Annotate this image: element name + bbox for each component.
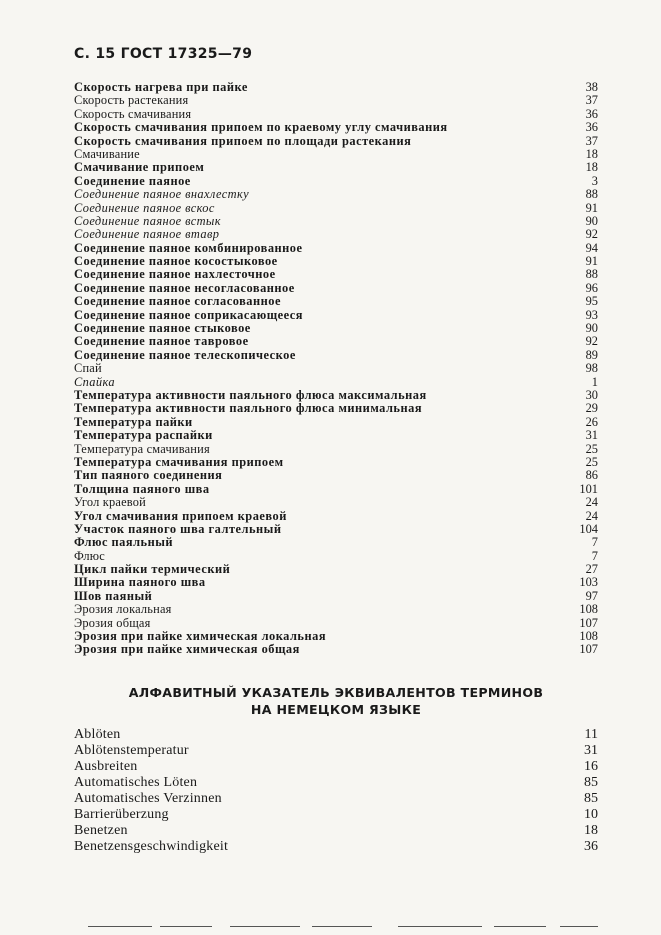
index-entry — [74, 108, 598, 121]
index-term: Ablöten — [74, 727, 121, 742]
index-page-number: 104 — [579, 521, 598, 536]
index-page-number: 107 — [579, 642, 598, 657]
index-entry — [74, 469, 598, 482]
index-term: Соединение паяное соприкасающееся — [74, 307, 304, 322]
index-page-number: 93 — [585, 307, 598, 322]
index-page-number: 90 — [585, 213, 598, 228]
index-entry — [74, 643, 598, 656]
index-entry — [74, 335, 598, 348]
index-term: Смачивание — [74, 146, 140, 161]
index-term: Флюс — [74, 548, 105, 563]
footer-rule — [312, 926, 372, 927]
index-entry — [74, 443, 598, 456]
index-term: Эрозия локальная — [74, 602, 172, 617]
index-term: Эрозия при пайке химическая общая — [74, 642, 300, 657]
index-term: Соединение паяное нахлесточное — [74, 267, 276, 282]
index-term: Смачивание припоем — [74, 160, 205, 175]
index-page-number: 38 — [585, 80, 598, 94]
index-page-number: 24 — [585, 508, 598, 523]
index-page-number: 107 — [579, 615, 598, 630]
footer-rule — [494, 926, 546, 927]
index-entry — [74, 282, 598, 295]
index-term: Тип паяного соединения — [74, 468, 223, 483]
index-page-number: 25 — [585, 441, 598, 456]
index-entry — [74, 759, 598, 775]
index-term: Флюс паяльный — [74, 535, 174, 550]
index-term: Соединение паяное согласованное — [74, 294, 281, 309]
index-entry — [74, 148, 598, 161]
index-entry — [74, 135, 598, 148]
index-term: Скорость смачивания припоем по краевому углу смачивания — [74, 120, 448, 135]
index-term: Угол смачивания припоем краевой — [74, 508, 287, 523]
index-page-number: 89 — [585, 347, 598, 362]
index-entry — [74, 727, 598, 743]
index-page-number: 108 — [579, 629, 598, 644]
index-page-number: 37 — [585, 133, 598, 148]
index-term: Угол краевой — [74, 495, 146, 510]
index-page-number: 10 — [584, 807, 598, 822]
index-entry — [74, 376, 598, 389]
index-page-number: 98 — [585, 361, 598, 376]
index-term: Соединение паяное втавр — [74, 227, 220, 242]
index-entry — [74, 175, 598, 188]
index-page-number: 18 — [584, 823, 598, 838]
index-page-number: 7 — [591, 535, 598, 550]
index-page-number: 3 — [591, 173, 598, 188]
index-term: Температура распайки — [74, 428, 213, 443]
index-page-number: 24 — [585, 495, 598, 510]
index-term: Шов паяный — [74, 588, 153, 603]
index-entry — [74, 362, 598, 375]
index-term: Ablötenstemperatur — [74, 743, 189, 758]
index-entry — [74, 309, 598, 322]
index-entry — [74, 550, 598, 563]
index-term: Участок паяного шва галтельный — [74, 521, 282, 536]
index-page-number: 31 — [584, 743, 598, 758]
index-term: Соединение паяное косостыковое — [74, 254, 278, 269]
index-page-number: 16 — [584, 759, 598, 774]
index-entry — [74, 429, 598, 442]
index-entry — [74, 402, 598, 415]
index-term: Соединение паяное тавровое — [74, 334, 249, 349]
index-entry — [74, 496, 598, 509]
index-entry — [74, 416, 598, 429]
index-term: Ausbreiten — [74, 759, 138, 774]
index-entry — [74, 617, 598, 630]
index-term: Соединение паяное комбинированное — [74, 240, 303, 255]
index-entry — [74, 161, 598, 174]
index-entry — [74, 603, 598, 616]
index-entry — [74, 576, 598, 589]
index-page-number: 26 — [585, 414, 598, 429]
index-term: Automatisches Löten — [74, 775, 198, 790]
index-term: Соединение паяное внахлестку — [74, 187, 250, 202]
index-page-number: 36 — [584, 839, 598, 854]
index-page-number: 18 — [585, 160, 598, 175]
index-term: Температура активности паяльного флюса максимальная — [74, 387, 427, 402]
index-page-number: 95 — [585, 294, 598, 309]
index-page-number: 91 — [585, 200, 598, 215]
index-entry — [74, 563, 598, 576]
index-page-number: 30 — [585, 387, 598, 402]
index-entry — [74, 94, 598, 107]
footer-rule — [230, 926, 300, 927]
index-term: Automatisches Verzinnen — [74, 791, 222, 806]
index-entry — [74, 791, 598, 807]
index-entry — [74, 630, 598, 643]
index-term: Benetzensgeschwindigkeit — [74, 839, 229, 854]
footer-rule — [560, 926, 598, 927]
index-page-number: 97 — [585, 588, 598, 603]
index-term: Температура активности паяльного флюса минимальная — [74, 401, 423, 416]
index-term: Соединение паяное — [74, 173, 191, 188]
index-page-number: 18 — [585, 146, 598, 161]
index-entry — [74, 349, 598, 362]
index-term: Температура смачивания — [74, 441, 210, 456]
index-entry — [74, 743, 598, 759]
index-page-number: 36 — [585, 106, 598, 121]
index-entry — [74, 255, 598, 268]
index-entry — [74, 523, 598, 536]
index-page-number: 103 — [579, 575, 598, 590]
index-page-number: 92 — [585, 227, 598, 242]
index-page-number: 88 — [585, 187, 598, 202]
index-entry — [74, 510, 598, 523]
index-term: Толщина паяного шва — [74, 481, 210, 496]
index-term: Соединение паяное стыковое — [74, 321, 251, 336]
footer-rule — [160, 926, 212, 927]
index-page-number: 27 — [585, 562, 598, 577]
index-page-number: 11 — [584, 727, 598, 742]
index-entry — [74, 242, 598, 255]
index-entry — [74, 823, 598, 839]
index-entry — [74, 536, 598, 549]
index-entry — [74, 202, 598, 215]
page-header: С. 15 ГОСТ 17325—79 — [74, 46, 253, 62]
index-entry — [74, 268, 598, 281]
russian-term-index — [74, 81, 598, 657]
index-term: Barrierüberzung — [74, 807, 169, 822]
index-entry — [74, 228, 598, 241]
index-page-number: 94 — [585, 240, 598, 255]
index-term: Эрозия общая — [74, 615, 151, 630]
index-term: Спай — [74, 361, 102, 376]
index-term: Соединение паяное телескопическое — [74, 347, 296, 362]
index-term: Температура пайки — [74, 414, 193, 429]
index-page-number: 1 — [591, 374, 598, 389]
footer-rule — [88, 926, 152, 927]
index-term: Температура смачивания припоем — [74, 454, 284, 469]
index-entry — [74, 81, 598, 94]
index-page-number: 25 — [585, 454, 598, 469]
index-entry — [74, 775, 598, 791]
index-term: Скорость растекания — [74, 93, 189, 108]
index-term: Цикл пайки термический — [74, 562, 231, 577]
index-page-number: 92 — [585, 334, 598, 349]
index-page-number: 96 — [585, 280, 598, 295]
index-entry — [74, 389, 598, 402]
index-page-number: 29 — [585, 401, 598, 416]
index-page-number: 86 — [585, 468, 598, 483]
index-page-number: 101 — [579, 481, 598, 496]
index-page-number: 91 — [585, 254, 598, 269]
index-page-number: 7 — [591, 548, 598, 563]
index-term: Соединение паяное встык — [74, 213, 221, 228]
german-term-index — [74, 727, 598, 855]
index-term: Скорость нагрева при пайке — [74, 80, 248, 94]
index-page-number: 85 — [584, 791, 598, 806]
index-page-number: 88 — [585, 267, 598, 282]
section-heading-line-1: АЛФАВИТНЫЙ УКАЗАТЕЛЬ ЭКВИВАЛЕНТОВ ТЕРМИНОВ — [128, 685, 544, 700]
index-page-number: 31 — [585, 428, 598, 443]
index-term: Эрозия при пайке химическая локальная — [74, 629, 327, 644]
footer-rule — [398, 926, 482, 927]
index-entry — [74, 188, 598, 201]
index-page-number: 37 — [585, 93, 598, 108]
section-heading-line-2: НА НЕМЕЦКОМ ЯЗЫКЕ — [250, 702, 422, 717]
index-entry — [74, 322, 598, 335]
index-entry — [74, 839, 598, 855]
index-page-number: 36 — [585, 120, 598, 135]
index-entry — [74, 295, 598, 308]
index-entry — [74, 807, 598, 823]
index-page-number: 90 — [585, 321, 598, 336]
index-term: Ширина паяного шва — [74, 575, 206, 590]
index-entry — [74, 215, 598, 228]
index-page-number: 85 — [584, 775, 598, 790]
index-term: Скорость смачивания припоем по площади растекания — [74, 133, 412, 148]
index-term: Соединение паяное несогласованное — [74, 280, 295, 295]
index-entry — [74, 483, 598, 496]
index-entry — [74, 590, 598, 603]
index-entry — [74, 121, 598, 134]
index-entry — [74, 456, 598, 469]
index-term: Спайка — [74, 374, 115, 389]
index-page-number: 108 — [579, 602, 598, 617]
index-term: Скорость смачивания — [74, 106, 192, 121]
index-term: Benetzen — [74, 823, 128, 838]
index-term: Соединение паяное вскос — [74, 200, 215, 215]
